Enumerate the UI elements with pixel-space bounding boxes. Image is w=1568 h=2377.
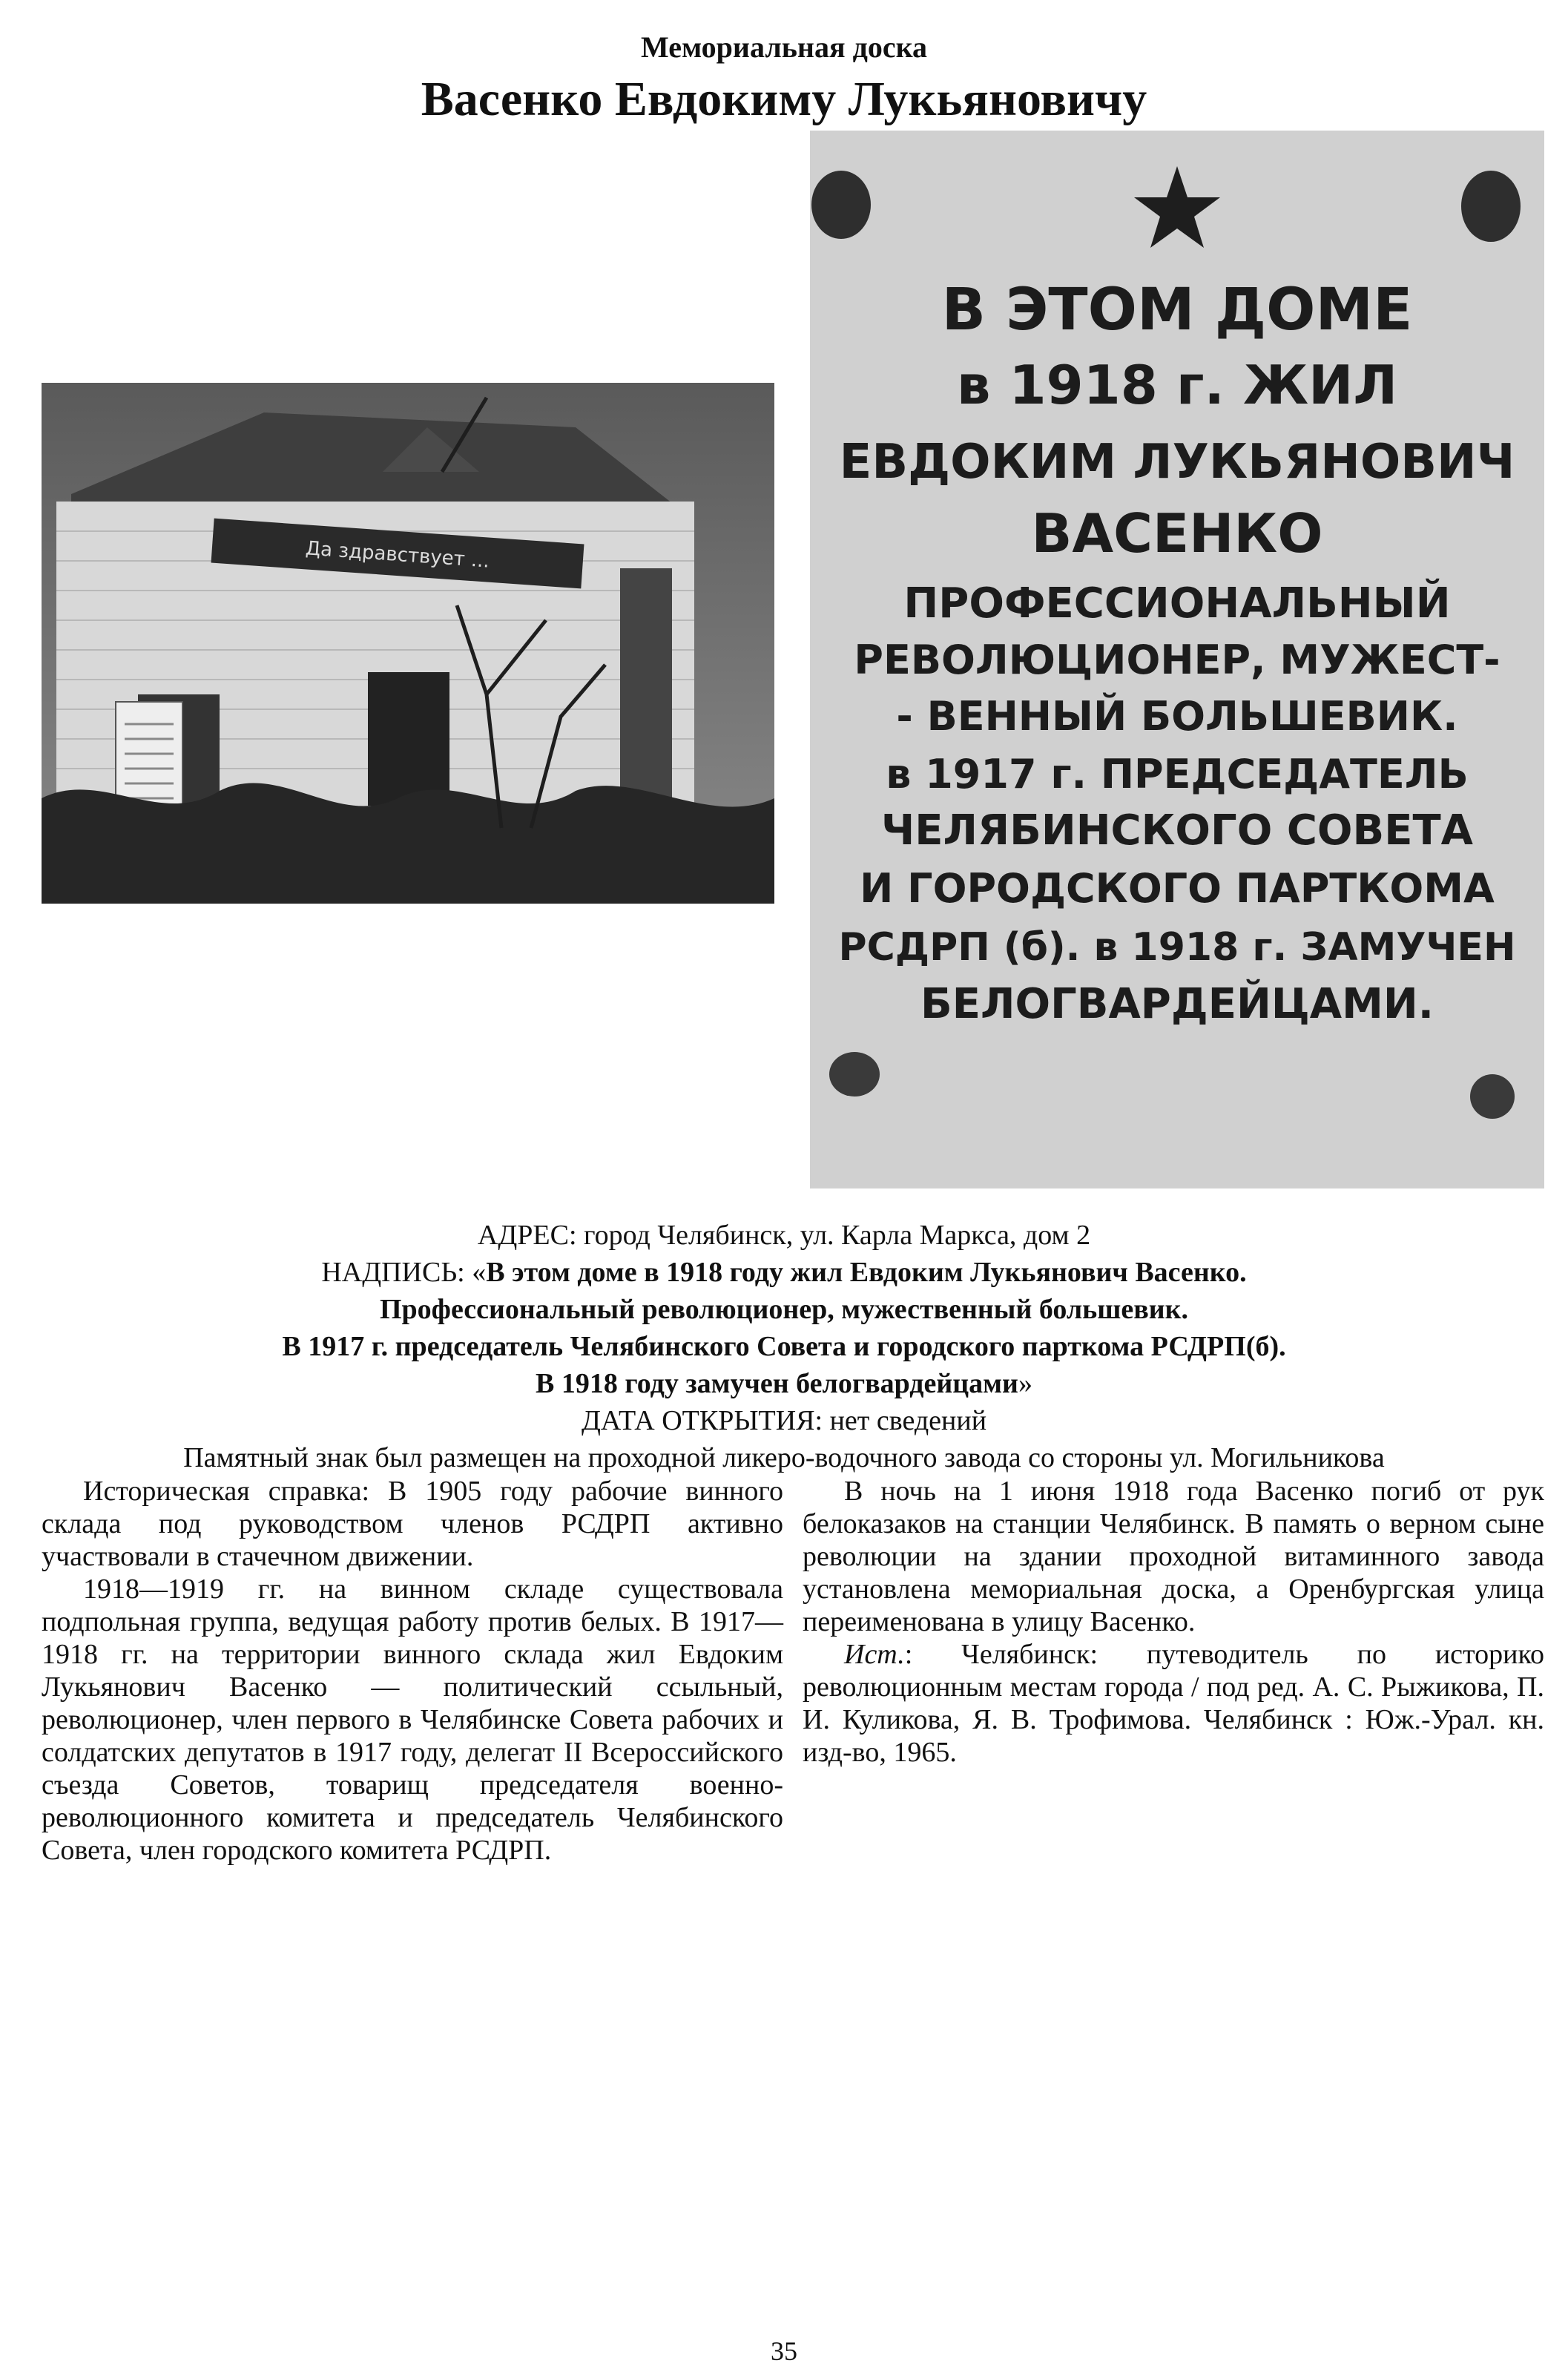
banner-text: Да здравствует ... xyxy=(304,537,490,573)
date-label: ДАТА ОТКРЫТИЯ: xyxy=(581,1405,823,1436)
address-label: АДРЕС: xyxy=(477,1220,577,1251)
inscription-line xyxy=(30,1254,1538,1291)
inscription-close: » xyxy=(1018,1368,1032,1399)
bolt-icon xyxy=(1470,1074,1515,1119)
inscription-line xyxy=(30,1365,1538,1402)
history-paragraph: В ночь на 1 июня 1918 года Васенко погиб от рук белоказаков на станции Челябинск. В память о верном сыне революции на здании проходной витаминного завода установлена мемориальная доска, а Оренбургская улица переименована в улицу Васенко. xyxy=(803,1476,1544,1637)
history-paragraph: 1918—1919 гг. на винном складе существовала подпольная группа, ведущая работу против белых. В 1917—1918 гг. на территории винного склада жил Евдоким Лукьянович Васенко — политический ссыльный, революционер, член первого в Челябинске Совета рабочих и солдатских депутатов в 1917 году, делегат II Всероссийского съезда Советов, товарищ председателя военно-революционного комитета и председатель Челябинского Совета, член городского комитета РСДРП. xyxy=(42,1574,783,1866)
inscription-text-4: В 1918 году замучен белогвардейцами xyxy=(536,1368,1018,1399)
plaque-line: ЕВДОКИМ ЛУКЬЯНОВИЧ xyxy=(839,435,1515,490)
inscription-line xyxy=(30,1291,1538,1328)
building-photo-image xyxy=(42,383,774,904)
plaque-line: В ЭТОМ ДОМЕ xyxy=(941,277,1413,343)
inscription-text-2: Профессиональный революционер, мужественный большевик. xyxy=(379,1294,1189,1325)
opening-date-line xyxy=(30,1402,1538,1439)
plaque-line: в 1918 г. ЖИЛ xyxy=(956,354,1398,416)
date-value: нет сведений xyxy=(823,1405,987,1436)
address-value: город Челябинск, ул. Карла Маркса, дом 2 xyxy=(576,1220,1091,1251)
page-title: Васенко Евдокиму Лукьяновичу xyxy=(421,72,1147,126)
plaque-line: ПРОФЕССИОНАЛЬНЫЙ xyxy=(903,579,1451,628)
body-column-right xyxy=(803,1475,1544,1769)
bolt-icon xyxy=(829,1052,880,1097)
plaque-line: ВАСЕНКО xyxy=(1031,502,1323,565)
location-note: Памятный знак был размещен на проходной ликеро-водочного завода со стороны ул. Могильникова xyxy=(183,1442,1385,1473)
page-kicker: Мемориальная доска xyxy=(640,30,928,64)
monument-info xyxy=(30,1217,1538,1476)
page-number: 35 xyxy=(771,2336,797,2366)
plaque-line: РСДРП (б). в 1918 г. ЗАМУЧЕН xyxy=(838,925,1516,970)
inscription-label: НАДПИСЬ: « xyxy=(321,1257,487,1288)
plaque-line: БЕЛОГВАРДЕЙЦАМИ. xyxy=(920,980,1434,1028)
body-column-left xyxy=(42,1475,783,1867)
building-photo xyxy=(42,383,774,904)
source-text: : Челябинск: путеводитель по историко революционным местам города / под ред. А. С. Рыжикова, П. И. Куликова, Я. В. Трофимова. Челябинск : Юж.-Урал. кн. изд-во, 1965. xyxy=(803,1639,1544,1768)
plaque-line: ЧЕЛЯБИНСКОГО СОВЕТА xyxy=(881,806,1473,855)
inscription-text-1: В этом доме в 1918 году жил Евдоким Лукьянович Васенко. xyxy=(486,1257,1247,1288)
plaque-photo xyxy=(810,131,1544,1188)
plaque-line: - ВЕННЫЙ БОЛЬШЕВИК. xyxy=(896,693,1458,740)
bolt-icon xyxy=(811,171,871,239)
address-line xyxy=(30,1217,1538,1254)
source-paragraph xyxy=(803,1638,1544,1769)
inscription-line xyxy=(30,1328,1538,1365)
history-paragraph: Историческая справка: В 1905 году рабочие винного склада под руководством членов РСДРП активно участвовали в стачечном движении. xyxy=(42,1476,783,1572)
inscription-text-3: В 1917 г. председатель Челябинского Совета и городского парткома РСДРП(б). xyxy=(282,1331,1286,1362)
plaque-photo-image xyxy=(810,131,1544,1188)
source-label: Ист. xyxy=(844,1639,905,1670)
plaque-line: в 1917 г. ПРЕДСЕДАТЕЛЬ xyxy=(886,751,1469,798)
bolt-icon xyxy=(1461,171,1521,242)
plaque-line: РЕВОЛЮЦИОНЕР, МУЖЕСТ- xyxy=(854,637,1501,683)
plaque-line: И ГОРОДСКОГО ПАРТКОМА xyxy=(860,865,1495,912)
